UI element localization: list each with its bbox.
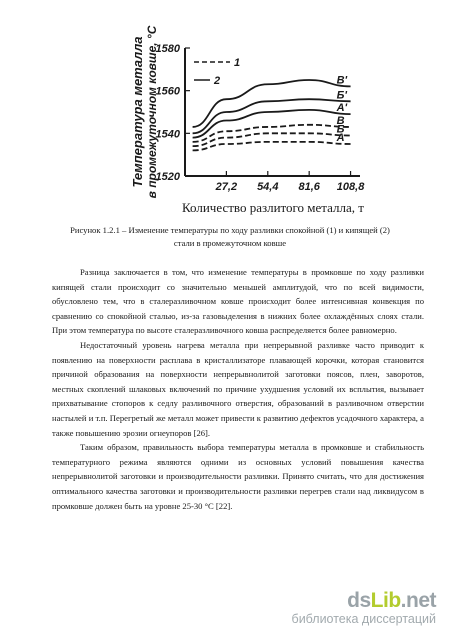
curve-5 (193, 133, 351, 146)
logo-part-ds: ds (347, 589, 371, 612)
paragraph-1: Разница заключается в том, что изменение температуры в промковше по ходу разливки кипящей стали происходит со значительно меньшей амплитудой, что по всей видимости, обусловлено тем, что в сталеразливочном ковше происходит более интенсивная конвекция по сравнению со спокойной сталью, из-за газовыделения в нижних более охлаждённых слоях стали. При этом температура по высоте сталеразливочного ковша распределяется более равномерно. (52, 267, 424, 336)
watermark-logo (292, 590, 436, 612)
curves (193, 80, 351, 150)
curve-6 (193, 142, 351, 151)
curve-labels (336, 74, 348, 144)
curve-label-4: В (336, 114, 345, 127)
x-axis-label: Количество разлитого металла, т (182, 200, 364, 215)
y-tick-label: 1580 (155, 43, 180, 55)
body-text (52, 265, 424, 513)
watermark-subtitle: библиотека диссертаций (291, 612, 436, 626)
paragraph-3: Таким образом, правильность выбора температуры металла в промковше и стабильность температурного режима являются одними из основных условий повышения качества непрерывнолитой заготовки и производительности разливки. Принято считать, что для достижения оптимального качества заготовки и производительности разливки перегрев стали над ликвидусом в промковше должен быть на уровне 25-30 °С [22]. (52, 442, 424, 511)
x-tick-label: 54,4 (257, 181, 279, 193)
figure-temperature-chart (0, 0, 450, 215)
legend-label-1: 1 (234, 57, 241, 69)
curve-label-3: А' (336, 102, 348, 115)
y-axis-label-line1: Температура металла (130, 36, 145, 188)
logo-part-lib: Lib (370, 589, 401, 612)
watermark (292, 590, 436, 626)
x-tick-label: 81,6 (298, 181, 320, 193)
x-ticks (215, 171, 366, 193)
y-tick-label: 1560 (155, 85, 180, 98)
caption-line-2: стали в промежуточном ковше (173, 238, 287, 248)
y-axis-label-line2: в промежуточном ковше, °С (145, 25, 159, 199)
figure-caption (70, 224, 390, 250)
x-tick-label: 27,2 (215, 181, 238, 193)
logo-part-net: .net (400, 589, 436, 612)
curve-label-1: В' (336, 74, 348, 87)
x-tick-label: 108,8 (336, 181, 365, 193)
y-tick-label: 1540 (155, 128, 180, 141)
legend-label-2: 2 (214, 75, 221, 87)
curve-label-2: Б' (336, 89, 347, 102)
legend (194, 57, 240, 87)
caption-line-1: Рисунок 1.2.1 – Изменение температуры по ходу разливки спокойной (1) и кипящей (2) (70, 225, 390, 235)
curve-label-6: А (336, 132, 345, 144)
curve-label-5: Б (336, 123, 345, 136)
curve-1 (193, 80, 351, 127)
paragraph-2: Недостаточный уровень нагрева металла при непрерывной разливке часто приводит к появлению на поверхности расплава в кристаллизаторе плавающей корочки, которая становится причиной образования на поверхности непрерывнолитой заготовки поясов, плен, заворотов, местных скоплений шлаковых включений по причине ухудшения условий их всплытия, вызывает прихватывание стопоров к седлу разливочного отверстия, образований в разливочном отверстии настылей и т.п. Перегретый же металл может привести к развитию дефектов усадочного характера, а также повышению эрозии огнеупоров [26]. (52, 339, 424, 438)
y-tick-label: 1520 (155, 171, 180, 183)
